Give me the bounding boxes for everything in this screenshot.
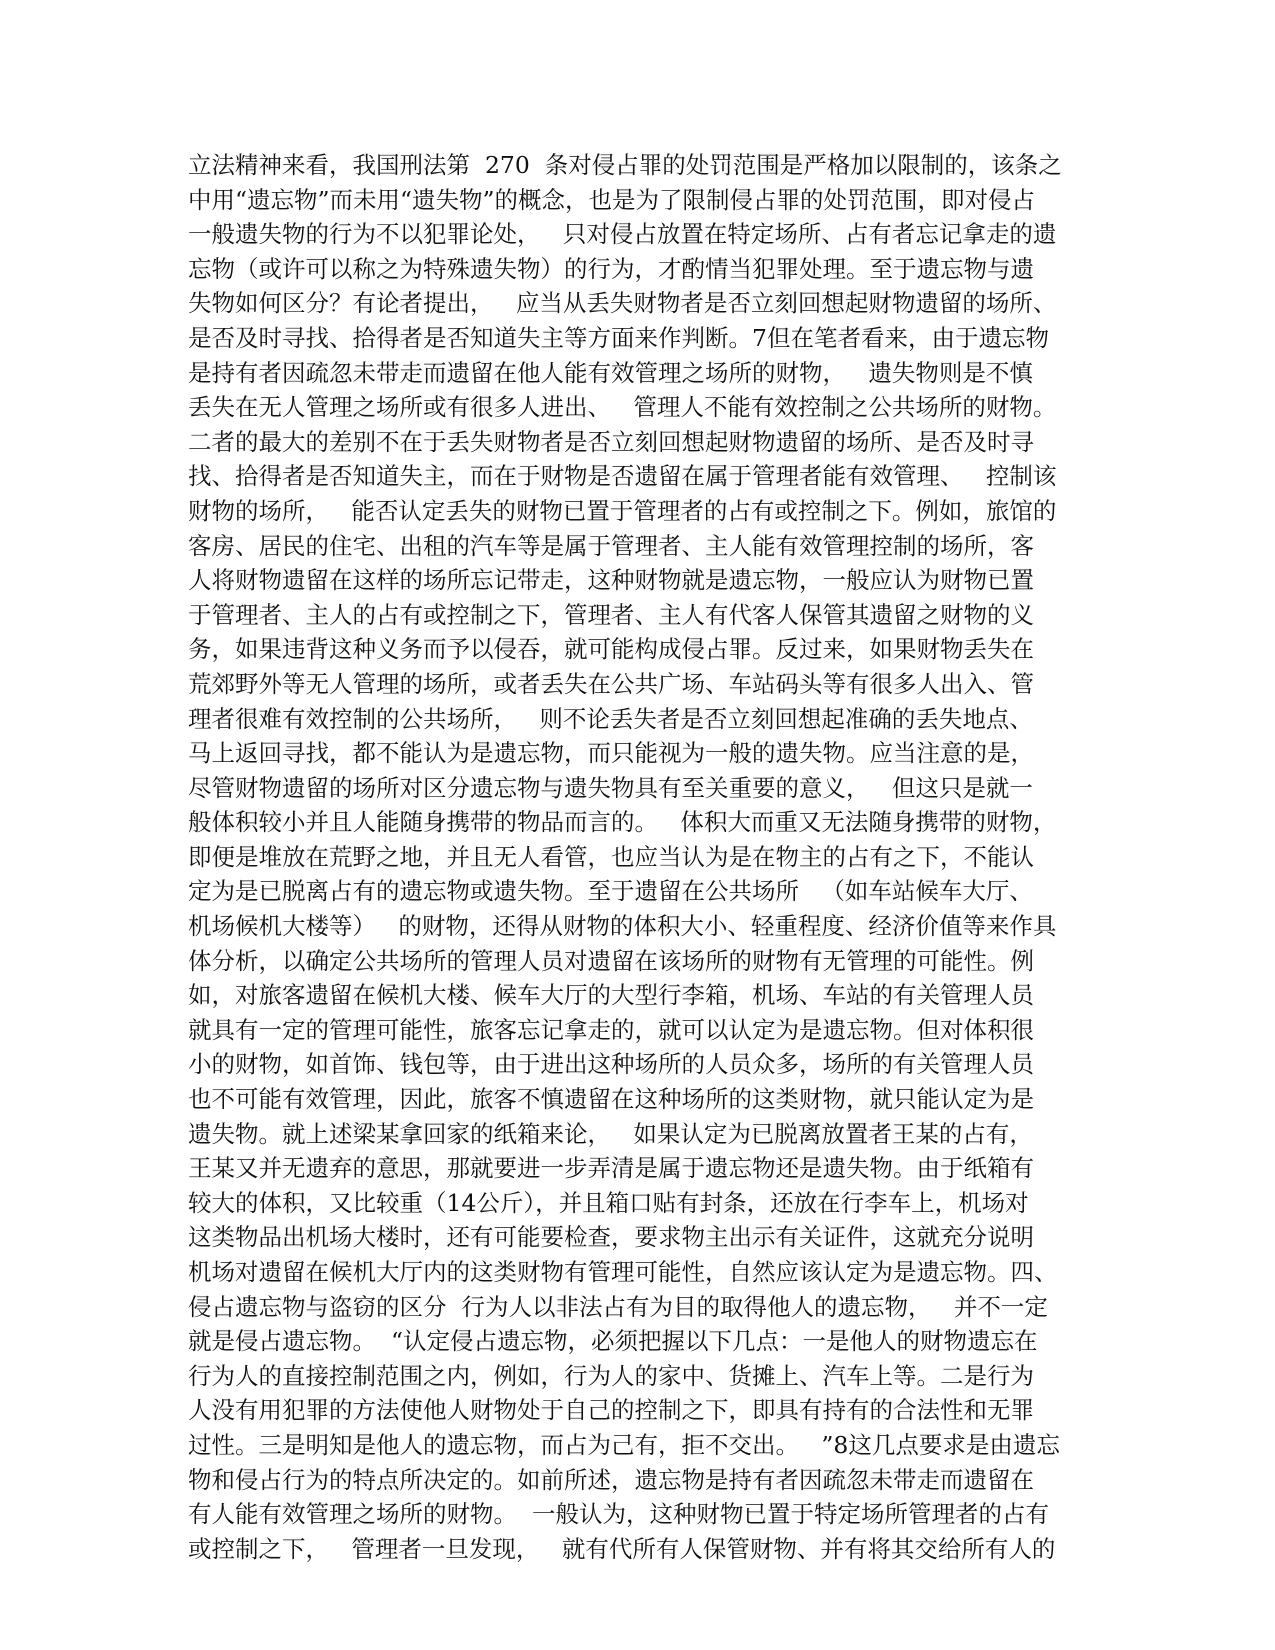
text-line: 务，如果违背这种义务而予以侵吞，就可能构成侵占罪。反过来，如果财物丢失在 bbox=[188, 635, 1034, 664]
text-line: 荒郊野外等无人管理的场所，或者丢失在公共广场、车站码头等有很多人出入、管 bbox=[188, 669, 1034, 698]
text-line: 般体积较小并且人能随身携带的物品而言的。 体积大而重又无法随身携带的财物， bbox=[188, 808, 1057, 837]
text-line: 小的财物，如首饰、钱包等，由于进出这种场所的人员众多，场所的有关管理人员 bbox=[188, 1050, 1034, 1079]
text-line: 尽管财物遗留的场所对区分遗忘物与遗失物具有至关重要的意义， 但这只是就一 bbox=[188, 773, 1033, 802]
text-line: 中用“遗忘物”而未用“遗失物”的概念，也是为了限制侵占罪的处罚范围，即对侵占 bbox=[188, 185, 1036, 214]
text-line: 王某又并无遗弃的意思，那就要进一步弄清是属于遗忘物还是遗失物。由于纸箱有 bbox=[188, 1154, 1034, 1183]
text-line: 客房、居民的住宅、出租的汽车等是属于管理者、主人能有效管理控制的场所，客 bbox=[188, 531, 1034, 560]
text-line: 找、拾得者是否知道失主，而在于财物是否遗留在属于管理者能有效管理、 控制该 bbox=[188, 462, 1057, 491]
text-line: 立法精神来看，我国刑法第 270 条对侵占罪的处罚范围是严格加以限制的，该条之 bbox=[188, 151, 1062, 179]
text-line: 或控制之下， 管理者一旦发现， 就有代所有人保管财物、并有将其交给所有人的 bbox=[188, 1534, 1056, 1563]
text-line: 二者的最大的差别不在于丢失财物者是否立刻回想起财物遗留的场所、是否及时寻 bbox=[188, 427, 1034, 456]
text-line: 也不可能有效管理，因此，旅客不慎遗留在这种场所的这类财物，就只能认定为是 bbox=[188, 1085, 1034, 1114]
text-line: 理者很难有效控制的公共场所， 则不论丢失者是否立刻回想起准确的丢失地点、 bbox=[188, 704, 1033, 733]
text-line: 机场对遗留在候机大厅内的这类财物有管理可能性，自然应该认定为是遗忘物。四、 bbox=[188, 1258, 1058, 1286]
text-line: 定为是已脱离占有的遗忘物或遗失物。至于遗留在公共场所 （如车站候车大厅、 bbox=[188, 877, 1033, 906]
text-line: 财物的场所， 能否认定丢失的财物已置于管理者的占有或控制之下。例如，旅馆的 bbox=[188, 496, 1057, 525]
text-line: 忘物（或许可以称之为特殊遗失物）的行为，才酌情当犯罪处理。至于遗忘物与遗 bbox=[188, 254, 1034, 283]
text-line: 遗失物。就上述梁某拿回家的纸箱来论， 如果认定为已脱离放置者王某的占有， bbox=[188, 1119, 1033, 1148]
text-line: 有人能有效管理之场所的财物。 一般认为，这种财物已置于特定场所管理者的占有 bbox=[188, 1500, 1049, 1529]
text-line: 这类物品出机场大楼时，还有可能要检查，要求物主出示有关证件，这就充分说明 bbox=[188, 1223, 1034, 1252]
text-line: 一般遗失物的行为不以犯罪论处， 只对侵占放置在特定场所、占有者忘记拿走的遗 bbox=[188, 220, 1057, 249]
text-line: 是持有者因疏忽未带走而遗留在他人能有效管理之场所的财物， 遗失物则是不慎 bbox=[188, 358, 1033, 387]
body-text bbox=[188, 148, 1088, 1566]
text-line: 丢失在无人管理之场所或有很多人进出、 管理人不能有效控制之公共场所的财物。 bbox=[188, 393, 1057, 422]
text-line: 过性。三是明知是他人的遗忘物，而占为己有，拒不交出。 ”8这几点要求是由遗忘 bbox=[188, 1430, 1060, 1459]
text-line: 是否及时寻找、拾得者是否知道失主等方面来作判断。7但在笔者看来，由于遗忘物 bbox=[188, 323, 1049, 352]
text-line: 人将财物遗留在这样的场所忘记带走，这种财物就是遗忘物，一般应认为财物已置 bbox=[188, 566, 1034, 595]
text-line: 就是侵占遗忘物。 “认定侵占遗忘物，必须把握以下几点：一是他人的财物遗忘在 bbox=[188, 1327, 1038, 1356]
text-line: 人没有用犯罪的方法使他人财物处于自己的控制之下，即具有持有的合法性和无罪 bbox=[188, 1396, 1034, 1425]
text-line: 如，对旅客遗留在候机大楼、候车大厅的大型行李箱，机场、车站的有关管理人员 bbox=[188, 981, 1034, 1010]
text-line: 物和侵占行为的特点所决定的。如前所述，遗忘物是持有者因疏忽未带走而遗留在 bbox=[188, 1465, 1034, 1494]
text-line: 就具有一定的管理可能性，旅客忘记拿走的，就可以认定为是遗忘物。但对体积很 bbox=[188, 1015, 1034, 1044]
text-line: 于管理者、主人的占有或控制之下，管理者、主人有代客人保管其遗留之财物的义 bbox=[188, 600, 1034, 629]
text-line: 较大的体积，又比较重（14公斤），并且箱口贴有封条，还放在行李车上，机场对 bbox=[188, 1188, 1029, 1217]
text-line: 马上返回寻找，都不能认为是遗忘物，而只能视为一般的遗失物。应当注意的是， bbox=[188, 739, 1034, 768]
text-line: 侵占遗忘物与盗窃的区分 行为人以非法占有为目的取得他人的遗忘物， 并不一定 bbox=[188, 1292, 1048, 1321]
text-line: 即便是堆放在荒野之地，并且无人看管，也应当认为是在物主的占有之下，不能认 bbox=[188, 842, 1034, 871]
text-line: 机场候机大楼等） 的财物，还得从财物的体积大小、轻重程度、经济价值等来作具 bbox=[188, 912, 1057, 941]
text-line: 行为人的直接控制范围之内，例如，行为人的家中、货摊上、汽车上等。二是行为 bbox=[188, 1361, 1034, 1390]
text-line: 体分析，以确定公共场所的管理人员对遗留在该场所的财物有无管理的可能性。例 bbox=[188, 946, 1034, 975]
text-line: 失物如何区分？有论者提出， 应当从丢失财物者是否立刻回想起财物遗留的场所、 bbox=[188, 289, 1057, 318]
